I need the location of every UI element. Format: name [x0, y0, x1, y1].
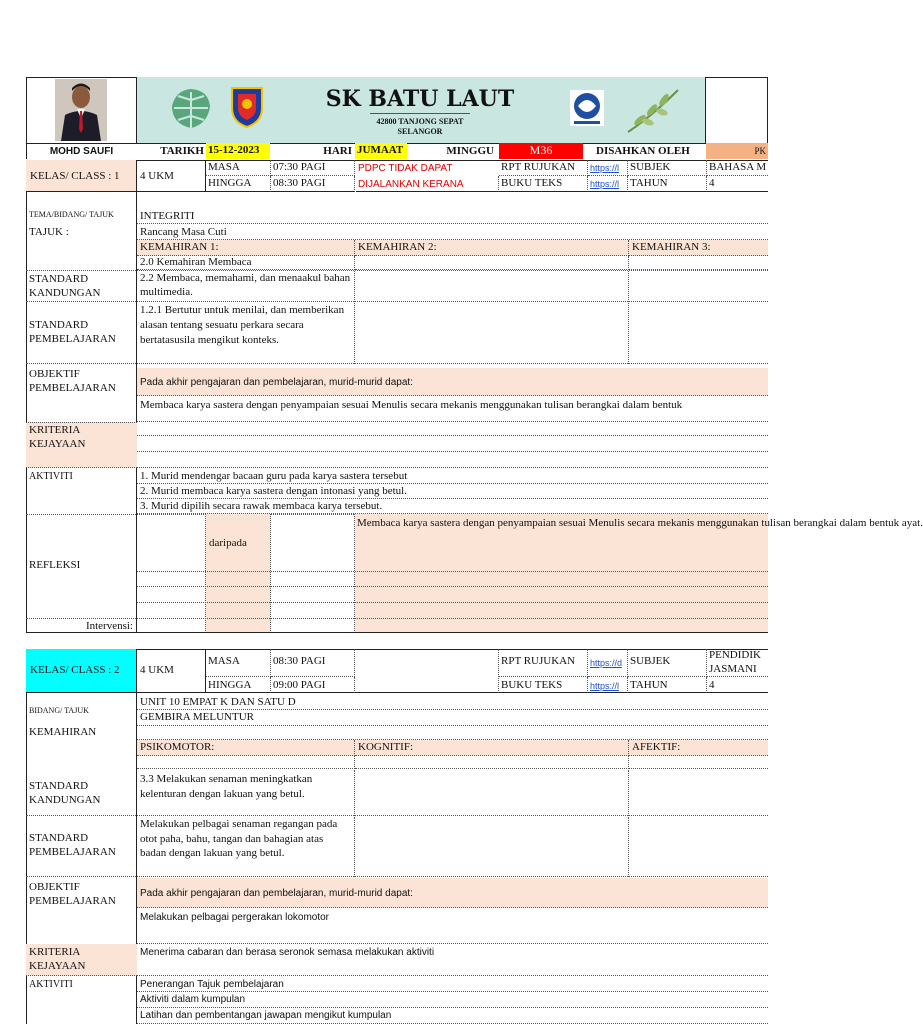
- class1-hingga-label: HINGGA: [206, 176, 271, 192]
- class2-obj-value: Melakukan pelbagai pergerakan lokomotor: [137, 908, 768, 944]
- class1-masa-label: MASA: [206, 160, 271, 176]
- class2-sk-col2: [355, 770, 629, 816]
- class1-obj-value: Membaca karya sastera dengan penyampaian sesuai Menulis secara mekanis menggunakan tulisan berangkai dalam bentuk: [137, 396, 768, 422]
- class2-aktiviti-label: AKTIVITI: [29, 979, 73, 990]
- class1-refleksi-col-b: [206, 514, 271, 633]
- class2-kelas-label: KELAS/ CLASS : 2: [30, 664, 120, 676]
- class2-obj-intro: Pada akhir pengajaran dan pembelajaran, murid-murid dapat:: [137, 878, 768, 908]
- ministry-logo-icon: [568, 88, 606, 128]
- class1-kemahiran2-value: [355, 256, 629, 270]
- class1-kk-label-2: KEJAYAAN: [29, 438, 86, 450]
- class1-kemahiran3: KEMAHIRAN 3:: [629, 240, 768, 256]
- class1-buku-label: BUKU TEKS: [499, 176, 588, 192]
- class1-kk-row-1: [137, 422, 768, 436]
- class2-tahun-value: 4: [707, 677, 768, 693]
- class2-rpt-label: RPT RUJUKAN: [499, 649, 588, 677]
- minggu-label: MINGGU: [446, 145, 494, 157]
- class1-aktiviti-3: 3. Murid dipilih secara rawak membaca karya tersebut.: [137, 499, 768, 514]
- class1-kemahiran3-value: [629, 256, 768, 270]
- class2-tajuk-value: GEMBIRA MELUNTUR: [137, 710, 768, 726]
- class1-refleksi-text: Membaca karya sastera dengan penyampaian sesuai Menulis secara mekanis menggunakan tulisan berangkai dalam bentuk ayat.: [357, 517, 923, 529]
- class1-subjek-label: SUBJEK: [628, 160, 707, 176]
- class2-psi-value: [137, 756, 355, 769]
- minggu-value: M36: [499, 143, 583, 159]
- signature-box: [705, 77, 768, 143]
- class1-kemahiran1: KEMAHIRAN 1:: [137, 240, 355, 256]
- class1-sk-col2: [355, 271, 629, 302]
- class2-obj-label-2: PEMBELAJARAN: [29, 895, 116, 907]
- class2-hingga-value: 09:00 PAGI: [271, 677, 355, 693]
- teacher-photo: [55, 79, 107, 141]
- class2-kk-value: Menerima cabaran dan berasa seronok semasa melakukan aktiviti: [137, 944, 768, 976]
- class2-bidang-label: BIDANG/ TAJUK: [29, 706, 89, 715]
- class2-aktiviti-1: Penerangan Tajuk pembelajaran: [137, 977, 768, 992]
- class2-afe-value: [629, 756, 768, 769]
- class1-sk-label-1: STANDARD: [29, 273, 89, 285]
- class2-sp-label-2: PEMBELAJARAN: [29, 846, 116, 858]
- class1-refleksi-label: REFLEKSI: [29, 559, 81, 571]
- class1-note-2: DIJALANKAN KERANA: [356, 176, 499, 192]
- class2-kk-label-2: KEJAYAAN: [29, 960, 86, 972]
- class1-sp-label-2: PEMBELAJARAN: [29, 333, 116, 345]
- school-crest-icon: [230, 86, 264, 128]
- class2-sp-value: Melakukan pelbagai senaman regangan pada otot paha, bahu, tangan dan bahagian atas badan dengan lakuan yang betul.: [137, 817, 355, 877]
- class1-refleksi-line-2: [137, 586, 768, 587]
- class2-rpt-link[interactable]: https://d: [588, 649, 628, 677]
- tarikh-label: TARIKH: [160, 145, 204, 157]
- class1-rpt-link[interactable]: https://l: [588, 160, 628, 176]
- class1-refleksi-col-a: [137, 514, 206, 633]
- school-name: SK BATU LAUT: [325, 86, 515, 112]
- class1-kelas-label: KELAS/ CLASS : 1: [30, 170, 120, 182]
- olive-branch-icon: [622, 86, 682, 134]
- pk-label: PK: [706, 143, 768, 159]
- class1-obj-intro: Pada akhir pengajaran dan pembelajaran, murid-murid dapat:: [137, 368, 768, 396]
- class2-obj-label-1: OBJEKTIF: [29, 881, 80, 893]
- class1-kemahiran-value: 2.0 Kemahiran Membaca: [137, 256, 355, 270]
- class2-sk-label-2: KANDUNGAN: [29, 794, 101, 806]
- class1-intervensi-label: Intervensi:: [85, 620, 133, 632]
- class1-tajuk-value: Rancang Masa Cuti: [137, 226, 768, 240]
- hari-label: HARI: [323, 145, 352, 157]
- class2-kk-label-1: KRITERIA: [29, 946, 81, 958]
- class1-masa-value: 07:30 PAGI: [271, 160, 355, 176]
- disahkan-label: DISAHKAN OLEH: [596, 145, 690, 157]
- class1-tahun-label: TAHUN: [628, 176, 707, 192]
- class1-aktiviti-2: 2. Murid membaca karya sastera dengan intonasi yang betul.: [137, 484, 768, 499]
- class1-rpt-label: RPT RUJUKAN: [499, 160, 588, 176]
- class1-obj-label-1: OBJEKTIF: [29, 368, 80, 380]
- hari-value: JUMAAT: [355, 143, 407, 159]
- class2-spacer-row: [137, 726, 768, 740]
- photo-cell: [26, 77, 137, 143]
- class1-hingga-value: 08:30 PAGI: [271, 176, 355, 192]
- address-line2: SELANGOR: [397, 127, 443, 136]
- class2-sp-col2: [355, 817, 629, 877]
- class2-kelas-value: 4 UKM: [137, 649, 206, 693]
- class1-sk-value: 2.2 Membaca, memahami, dan menaakul bahan multimedia.: [137, 271, 355, 302]
- class2-psikomotor: PSIKOMOTOR:: [137, 740, 355, 756]
- class1-refleksi-line-3: [137, 602, 768, 603]
- class2-sk-label-1: STANDARD: [29, 780, 89, 792]
- class1-sk-label-2: KANDUNGAN: [29, 287, 101, 299]
- class1-note-1: PDPC TIDAK DAPAT: [358, 163, 453, 174]
- class1-tahun-value: 4: [707, 176, 768, 192]
- class1-tajuk-label: TAJUK :: [29, 226, 69, 238]
- class2-hingga-label: HINGGA: [206, 677, 271, 693]
- class1-obj-label-2: PEMBELAJARAN: [29, 382, 116, 394]
- class1-sp-col2: [355, 303, 629, 364]
- class2-masa-label: MASA: [206, 649, 271, 677]
- class1-aktiviti-1: 1. Murid mendengar bacaan guru pada karya sastera tersebut: [137, 469, 768, 484]
- class2-subjek-label: SUBJEK: [628, 649, 707, 677]
- class2-bidang-value: UNIT 10 EMPAT K DAN SATU D: [137, 694, 768, 710]
- class2-sp-label-1: STANDARD: [29, 832, 89, 844]
- class2-note-cell: [355, 649, 499, 693]
- class1-tema-value: INTEGRITI: [137, 208, 768, 224]
- monstera-leaf-icon: [168, 86, 214, 130]
- class2-masa-value: 08:30 PAGI: [271, 649, 355, 677]
- class1-refleksi-line-1: [137, 571, 768, 572]
- class1-intervensi-row: [26, 618, 768, 633]
- class1-subjek-value: BAHASA M: [707, 160, 768, 176]
- class2-tahun-label: TAHUN: [628, 677, 707, 693]
- class1-kk-label-1: KRITERIA: [29, 424, 81, 436]
- class1-buku-link[interactable]: https://l: [588, 176, 628, 192]
- class1-refleksi-col-c: [271, 514, 355, 633]
- class2-subjek-value-1: PENDIDIK: [709, 649, 761, 661]
- address-line1: 42800 TANJONG SEPAT: [376, 117, 464, 126]
- class1-sp-value: 1.2.1 Bertutur untuk menilai, dan memberikan alasan tentang sesuatu perkara secara bertatasusila mengikut konteks.: [137, 303, 355, 364]
- teacher-name: MOHD SAUFI: [49, 146, 114, 157]
- class2-aktiviti-3: Latihan dan pembentangan jawapan mengikut kumpulan: [137, 1008, 768, 1024]
- class2-buku-label: BUKU TEKS: [499, 677, 588, 693]
- class1-tema-label: TEMA/BIDANG/ TAJUK: [29, 210, 114, 219]
- class1-kk-row-3: [137, 452, 768, 468]
- class2-aktiviti-2: Aktiviti dalam kumpulan: [137, 992, 768, 1008]
- class1-aktiviti-label: AKTIVITI: [29, 471, 73, 482]
- tarikh-value: 15-12-2023: [206, 143, 270, 159]
- class2-afektif: AFEKTIF:: [629, 740, 768, 756]
- class2-kognitif: KOGNITIF:: [355, 740, 629, 756]
- class1-daripada: daripada: [209, 537, 247, 549]
- class2-sk-value: 3.3 Melakukan senaman meningkatkan kelenturan dengan lakuan yang betul.: [137, 770, 355, 816]
- class2-kog-value: [355, 756, 629, 769]
- class2-subjek-value-2: JASMANI: [709, 663, 757, 675]
- class1-kk-row-2: [137, 436, 768, 452]
- class2-kemahiran-label: KEMAHIRAN: [29, 726, 97, 738]
- class1-sp-label-1: STANDARD: [29, 319, 89, 331]
- class1-kelas-value: 4 UKM: [137, 160, 206, 192]
- class2-buku-link[interactable]: https://l: [588, 677, 628, 693]
- class1-kemahiran2: KEMAHIRAN 2:: [355, 240, 629, 256]
